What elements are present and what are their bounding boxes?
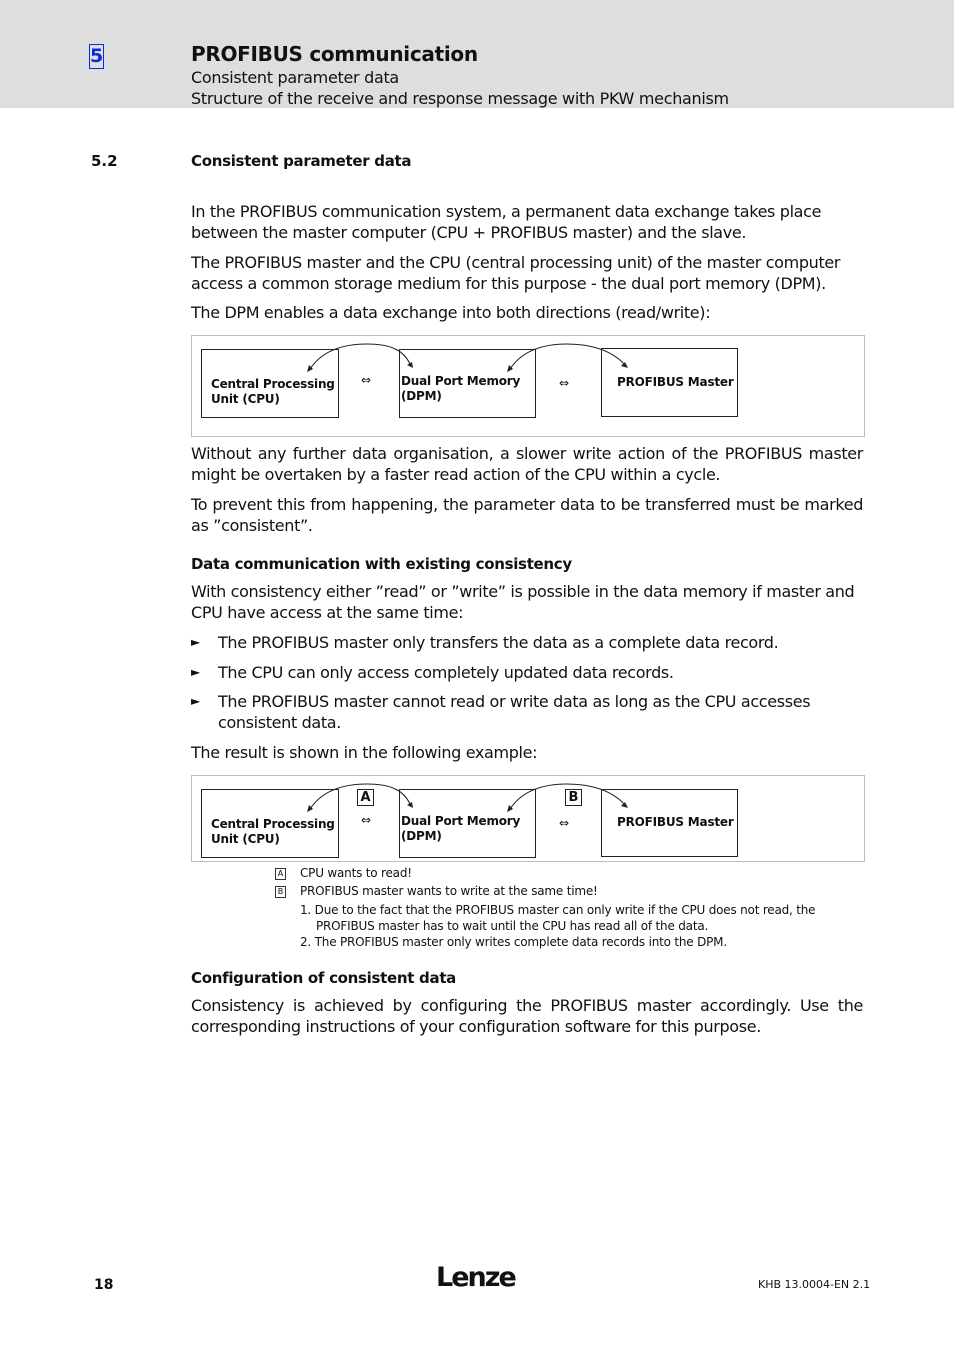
header-subtitle-1: Consistent parameter data <box>191 68 399 87</box>
paragraph-prevent: To prevent this from happening, the parameter data to be transferred must be marked as ”consistent”. <box>191 495 863 535</box>
exchange-symbol: ⇔ <box>361 373 372 387</box>
section-title: Consistent parameter data <box>191 152 412 170</box>
legend-key-b: B <box>275 886 286 898</box>
paragraph-example: The result is shown in the following example: <box>191 743 538 762</box>
exchange-arcs <box>192 336 864 436</box>
exchange-symbol: ⇔ <box>559 816 570 830</box>
dpm-label-line2: (DPM) <box>401 389 442 403</box>
header-subtitle-2: Structure of the receive and response message with PKW mechanism <box>191 89 729 108</box>
exchange-arcs <box>192 776 864 861</box>
list-item <box>191 691 863 733</box>
paragraph-configuration: Consistency is achieved by configuring the PROFIBUS master accordingly. Use the corresponding instructions of your configuration software for this purpose. <box>191 996 863 1036</box>
paragraph-overtake: Without any further data organisation, a slower write action of the PROFIBUS master might be overtaken by a faster read action of the CPU within a cycle. <box>191 444 863 484</box>
paragraph-dpm: The PROFIBUS master and the CPU (central processing unit) of the master computer access a common storage medium for this purpose - the dual port memory (DPM). <box>191 253 841 293</box>
cpu-label-line1: Central Processing <box>211 817 335 831</box>
legend-sub-item-2: 2. The PROFIBUS master only writes complete data records into the DPM. <box>300 935 727 949</box>
subheading-configuration: Configuration of consistent data <box>191 969 457 987</box>
chapter-number: 5 <box>90 45 104 67</box>
bullet-text: The CPU can only access completely updated data records. <box>218 663 674 682</box>
list-item <box>191 632 863 653</box>
list-item <box>191 662 863 683</box>
dpm-label-line1: Dual Port Memory <box>401 374 521 388</box>
dpm-label-line1: Dual Port Memory <box>401 814 521 828</box>
bullet-text: The PROFIBUS master cannot read or write data as long as the CPU accesses consistent data. <box>218 692 811 732</box>
legend-sub-item-1: 1. Due to the fact that the PROFIBUS master can only write if the CPU does not read, the <box>300 903 816 917</box>
master-label: PROFIBUS Master <box>617 375 734 389</box>
paragraph-intro: In the PROFIBUS communication system, a permanent data exchange takes place between the master computer (CPU + PROFIBUS master) and the slave. <box>191 202 822 242</box>
page-number: 18 <box>94 1277 114 1293</box>
legend-sub-item-1-cont: PROFIBUS master has to wait until the CPU has read all of the data. <box>316 919 709 933</box>
chapter-title: PROFIBUS communication <box>191 42 478 66</box>
master-label: PROFIBUS Master <box>617 815 734 829</box>
diagram-consistency-example <box>191 775 865 862</box>
diagram-data-exchange <box>191 335 865 437</box>
cpu-label-line2: Unit (CPU) <box>211 832 280 846</box>
subheading-consistency: Data communication with existing consistency <box>191 555 572 573</box>
legend-text-b: PROFIBUS master wants to write at the same time! <box>300 884 598 898</box>
exchange-symbol: ⇔ <box>559 376 570 390</box>
bullet-text: The PROFIBUS master only transfers the data as a complete data record. <box>218 633 779 652</box>
legend-key-a: A <box>275 868 286 880</box>
section-number: 5.2 <box>91 152 118 170</box>
bullet-arrow-icon: ► <box>191 635 200 649</box>
exchange-symbol: ⇔ <box>361 813 372 827</box>
cpu-label-line1: Central Processing <box>211 377 335 391</box>
cpu-label-line2: Unit (CPU) <box>211 392 280 406</box>
bullet-arrow-icon: ► <box>191 665 200 679</box>
paragraph-directions: The DPM enables a data exchange into both directions (read/write): <box>191 303 711 322</box>
marker-b: B <box>565 789 582 806</box>
paragraph-consistency: With consistency either ”read” or ”write” is possible in the data memory if master and CPU have access at the same time: <box>191 582 855 622</box>
bullet-arrow-icon: ► <box>191 694 200 708</box>
legend-text-a: CPU wants to read! <box>300 866 412 880</box>
document-id: KHB 13.0004-EN 2.1 <box>758 1278 871 1291</box>
dpm-label-line2: (DPM) <box>401 829 442 843</box>
lenze-logo: Lenze <box>436 1262 515 1293</box>
marker-a: A <box>357 789 374 806</box>
